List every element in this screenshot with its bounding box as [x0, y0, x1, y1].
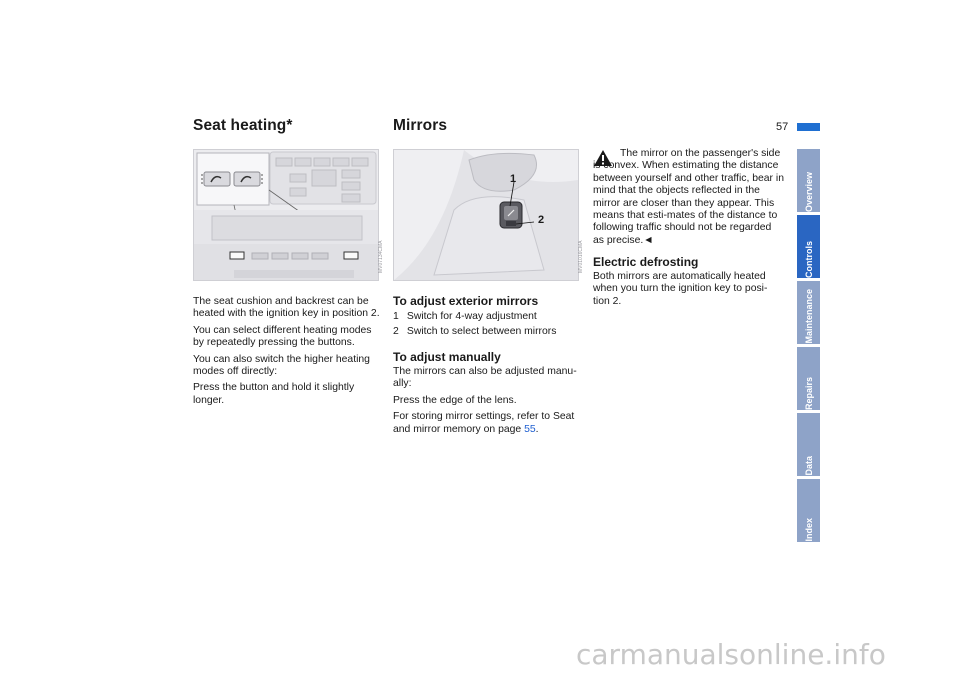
tab-index[interactable] — [797, 479, 820, 542]
mirror-switch-illustration — [394, 150, 578, 280]
seat-heating-title: Seat heating* — [193, 117, 293, 134]
list-item-text: Switch for 4-way adjustment — [406, 311, 537, 322]
watermark: carmanualsonline.info — [576, 638, 886, 671]
seat-heating-paragraph: Press the button and hold it slightly longer. — [193, 382, 355, 406]
seat-heating-paragraph: The seat cushion and backrest can be heated with the ignition key in position 2. — [193, 296, 380, 320]
adjust-manually-text — [393, 366, 585, 440]
tab-maintenance[interactable] — [797, 281, 820, 344]
seat-heating-paragraph: You can select different heating modes by repeatedly pressing the buttons. — [193, 324, 372, 349]
seat-heating-paragraph: You can also switch the higher heating modes off directly: — [193, 353, 370, 378]
list-item-number: 2 — [393, 325, 399, 337]
mirrors-figure — [393, 149, 579, 281]
tab-overview[interactable] — [797, 149, 820, 212]
callout-2: 2 — [538, 214, 545, 226]
tab-label: Overview — [803, 171, 814, 212]
defrost-text: Both mirrors are automatically heated when you turn the ignition key to posi-tion 2. — [593, 271, 768, 307]
callout-1: 1 — [510, 173, 517, 185]
mirrors-figure-code: MV01016CMA — [578, 240, 584, 273]
mirrors-title: Mirrors — [393, 117, 448, 134]
end-marker: ◄ — [643, 234, 654, 246]
tab-label: Index — [803, 518, 814, 542]
tab-label: Repairs — [803, 376, 814, 410]
adjust-exterior-heading: To adjust exterior mirrors — [393, 294, 539, 308]
page-marker — [797, 123, 820, 131]
defrost-heading: Electric defrosting — [593, 255, 699, 269]
list-item-text: Switch to select between mirrors — [406, 325, 557, 337]
warning-body: The mirror on the passenger's side is convex. When estimating the distance between yourself and other traffic, bear in mind that the objects reflected in the mirror are closer than they appear. This means that esti-mates of the distance to following traffic should not be regarded as precise. — [593, 148, 784, 246]
tab-controls[interactable] — [797, 215, 820, 278]
seat-heating-text — [193, 296, 381, 411]
list-item — [393, 325, 583, 340]
tab-repairs[interactable] — [797, 347, 820, 410]
storing-paragraph — [393, 411, 585, 436]
storing-text: For storing mirror settings, refer to Seat and mirror memory on page — [393, 411, 575, 435]
tab-data[interactable] — [797, 413, 820, 476]
warning-text — [593, 148, 785, 247]
seat-heating-figure — [193, 149, 379, 281]
tab-label: Maintenance — [803, 289, 814, 344]
storing-end: . — [535, 423, 539, 435]
manual-paragraph: Press the edge of the lens. — [393, 394, 517, 406]
adjust-exterior-list — [393, 310, 583, 339]
seat-heating-figure-code: MV07134CMA — [378, 240, 384, 273]
page-number: 57 — [776, 121, 789, 133]
page-55-link[interactable]: 55 — [524, 423, 536, 435]
tab-label: Data — [803, 456, 814, 476]
list-item — [393, 310, 583, 325]
adjust-manually-heading: To adjust manually — [393, 350, 501, 364]
list-item-number: 1 — [393, 311, 399, 322]
manual-paragraph: The mirrors can also be adjusted manu-ally: — [393, 366, 577, 390]
seat-heating-illustration — [194, 150, 378, 280]
tab-label: Controls — [803, 241, 814, 278]
